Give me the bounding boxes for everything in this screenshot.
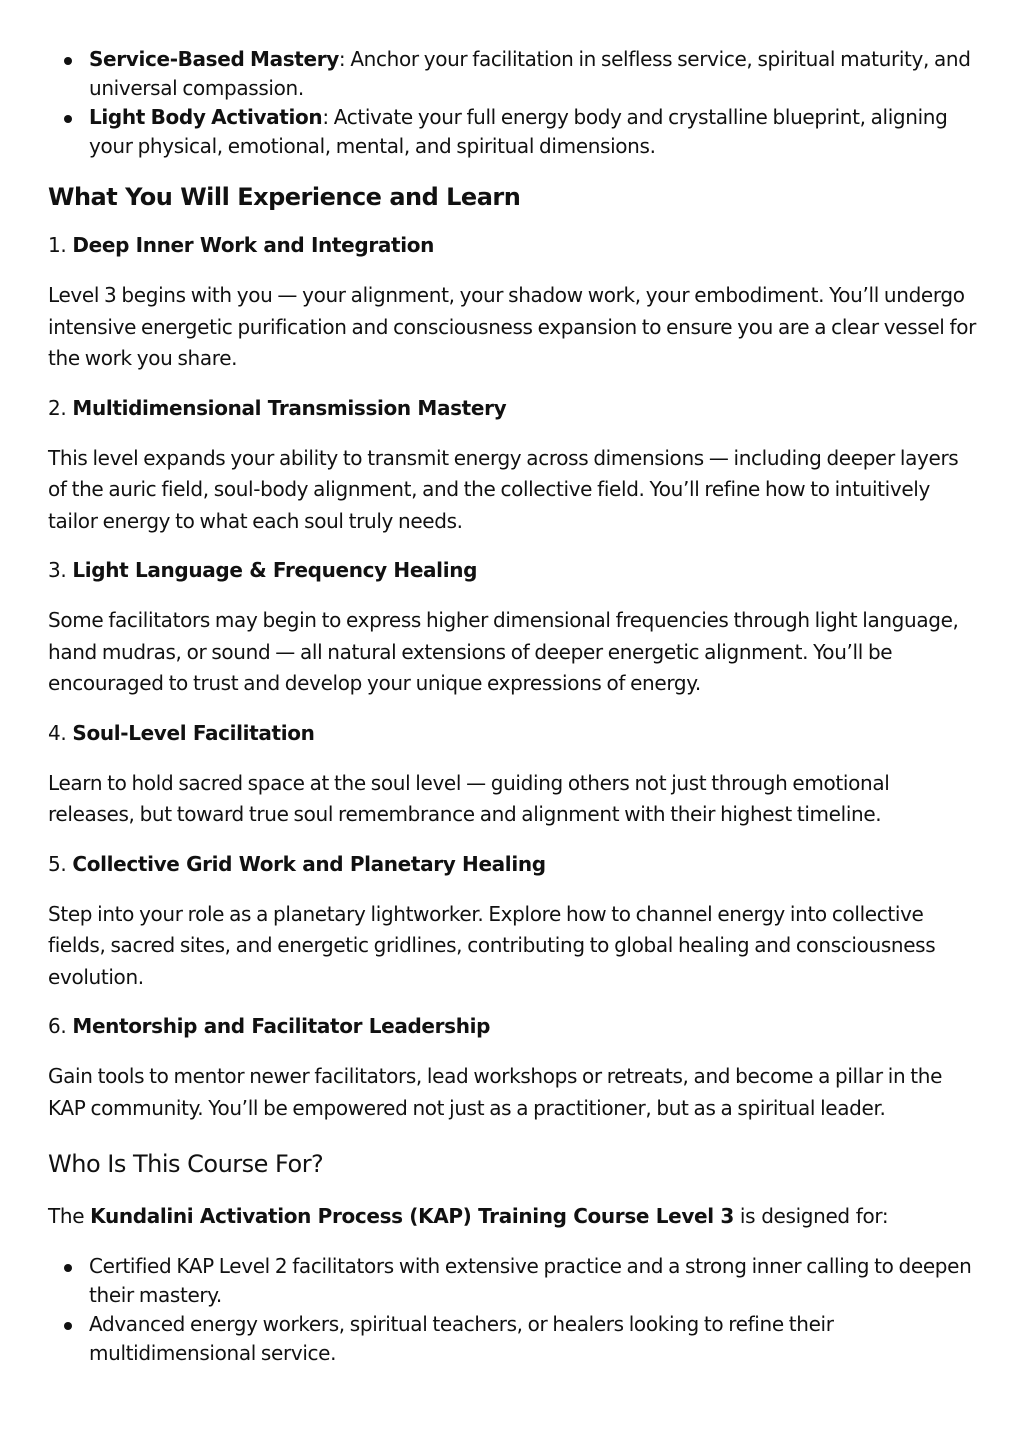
item-number: 6. (48, 1014, 67, 1038)
list-item (48, 103, 976, 161)
item-4-heading (48, 719, 976, 747)
audience-heading: Who Is This Course For? (48, 1150, 324, 1178)
item-title: Soul-Level Facilitation (72, 720, 315, 745)
item-2-body: This level expands your ability to transmit energy across dimensions — including deeper layers of the auric field, soul-body alignment, and the collective field. You’ll refine how to intuitively tailor energy to what each soul truly needs. (48, 445, 959, 533)
audience-intro (48, 1202, 976, 1230)
item-1-body: Level 3 begins with you — your alignment, your shadow work, your embodiment. You’ll undergo intensive energetic purification and consciousness expansion to ensure you are a clear vessel for the work you share. (48, 283, 976, 370)
item-number: 4. (48, 720, 67, 745)
intro-bullet-list (48, 45, 976, 161)
list-item (48, 45, 976, 103)
course-name: Kundalini Activation Process (KAP) Training Course Level 3 (90, 1204, 734, 1228)
item-title: Mentorship and Facilitator Leadership (72, 1014, 491, 1038)
item-number: 3. (48, 558, 67, 582)
list-item: Advanced energy workers, spiritual teachers, or healers looking to refine their multidimensional service. (48, 1310, 976, 1368)
bullet-title: Service-Based Mastery (89, 47, 339, 71)
item-title: Light Language & Frequency Healing (72, 558, 478, 582)
item-title: Deep Inner Work and Integration (72, 233, 434, 257)
bullet-title: Light Body Activation (89, 105, 323, 129)
item-title: Collective Grid Work and Planetary Healing (72, 851, 546, 876)
item-5-body: Step into your role as a planetary lightworker. Explore how to channel energy into collective fields, sacred sites, and energetic gridlines, contributing to global healing and consciousness evolution. (48, 901, 936, 989)
bullet-text: : Activate your full energy body and crystalline blueprint, aligning your physical, emotional, mental, and spiritual dimensions. (89, 105, 948, 158)
item-title: Multidimensional Transmission Mastery (72, 395, 507, 420)
item-2-heading (48, 394, 976, 422)
item-4-body: Learn to hold sacred space at the soul level — guiding others not just through emotional releases, but toward true soul remembrance and alignment with their highest timeline. (48, 770, 890, 826)
item-3-heading (48, 556, 976, 584)
item-number: 1. (48, 233, 67, 257)
audience-intro-prefix: The (48, 1204, 91, 1228)
item-6-body: Gain tools to mentor newer facilitators, lead workshops or retreats, and become a pillar in the KAP community. You’ll be empowered not just as a practitioner, but as a spiritual leader. (48, 1064, 943, 1120)
audience-bullet-list (48, 1252, 976, 1368)
item-5-heading (48, 850, 976, 878)
item-number: 5. (48, 851, 67, 876)
bullet-text: : Anchor your facilitation in selfless service, spiritual maturity, and universal compassion. (89, 47, 971, 100)
item-number: 2. (48, 395, 67, 420)
item-1-heading (48, 231, 976, 259)
item-3-body: Some facilitators may begin to express higher dimensional frequencies through light language, hand mudras, or sound — all natural extensions of deeper energetic alignment. You’ll be encouraged to trust and develop your unique expressions of energy. (48, 608, 959, 695)
experience-heading: What You Will Experience and Learn (48, 183, 521, 211)
list-item: Certified KAP Level 2 facilitators with extensive practice and a strong inner calling to deepen their mastery. (48, 1252, 976, 1310)
item-6-heading (48, 1012, 976, 1040)
audience-intro-suffix: is designed for: (733, 1204, 889, 1228)
